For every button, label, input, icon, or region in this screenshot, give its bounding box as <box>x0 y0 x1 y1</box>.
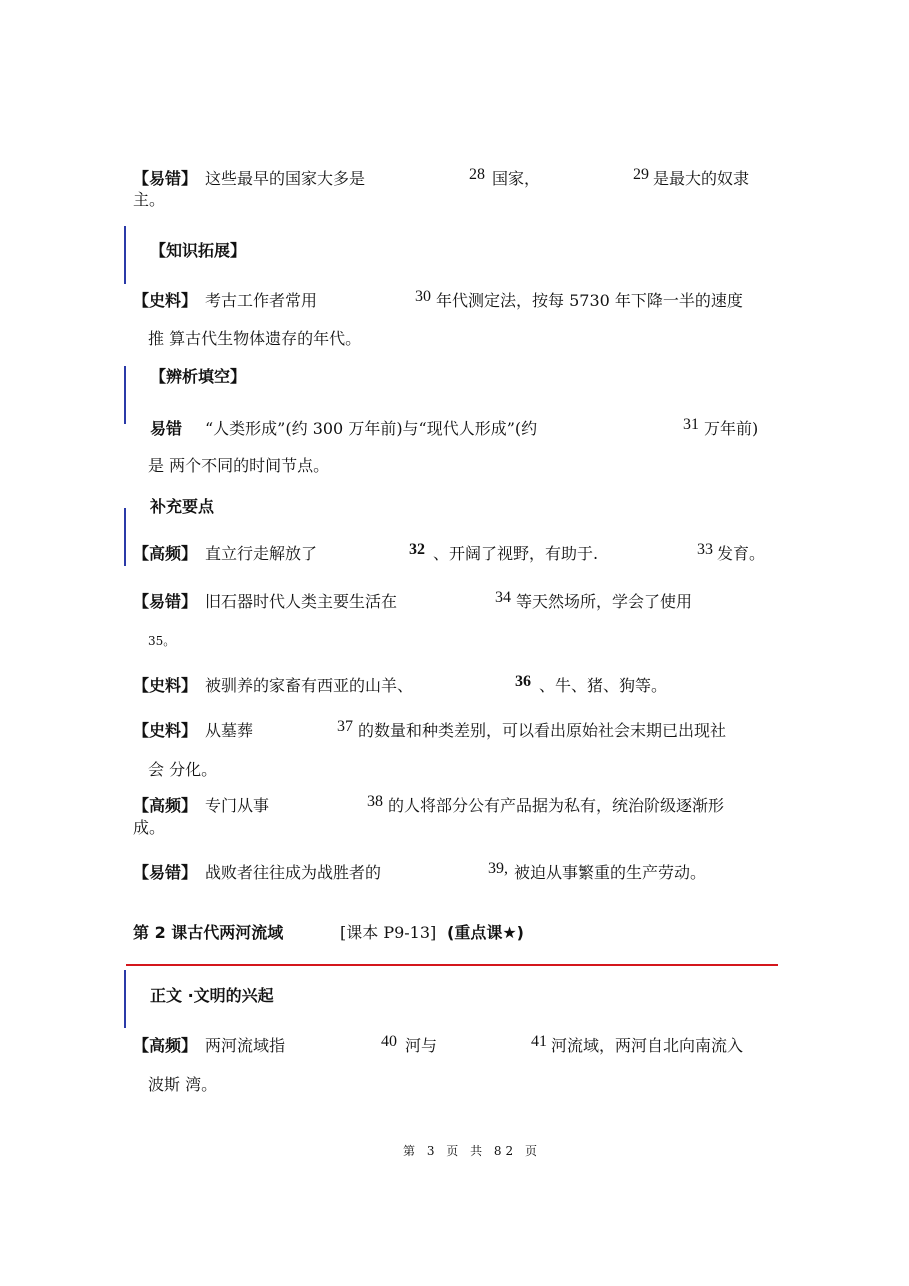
text: 两河流域指 <box>205 1036 286 1055</box>
blank-number: 28 <box>469 166 485 183</box>
text: 专门从事 <box>205 796 270 815</box>
text: 发育。 <box>717 544 766 563</box>
tag-frequent: 【高频】 <box>133 796 198 815</box>
text: 河流域，两河自北向南流入 <box>551 1036 744 1055</box>
text: 的数量和种类差别，可以看出原始社会末期已出现社 <box>358 721 727 740</box>
blank-number: 32 <box>409 541 425 558</box>
text: 的人将部分公有产品据为私有，统治阶级逐渐形 <box>388 796 725 815</box>
text: 被迫从事繁重的生产劳动。 <box>514 863 707 882</box>
tag-error: 易错 <box>150 419 183 438</box>
tag-source: 【史料】 <box>133 676 198 695</box>
text: 、开阔了视野，有助于. <box>433 544 599 563</box>
text: 会 分化。 <box>148 760 218 779</box>
text: 、牛、猪、狗等。 <box>539 676 668 695</box>
tag-error: 【易错】 <box>133 169 198 188</box>
text: 被驯养的家畜有西亚的山羊、 <box>205 676 414 695</box>
text: 国家， <box>492 169 541 188</box>
lesson-badge: (重点课★) <box>447 923 524 942</box>
text: 旧石器时代人类主要生活在 <box>205 592 398 611</box>
text: 波斯 湾。 <box>148 1075 218 1094</box>
blank-number: 36 <box>515 673 531 690</box>
text: 是最大的奴隶 <box>653 169 750 188</box>
tag-source: 【史料】 <box>133 721 198 740</box>
text: 等天然场所，学会了使用 <box>516 592 693 611</box>
tag-frequent: 【高频】 <box>133 544 198 563</box>
text: 是 两个不同的时间节点。 <box>148 456 330 475</box>
tag-frequent: 【高频】 <box>133 1036 198 1055</box>
red-divider <box>126 964 778 966</box>
text: 从墓葬 <box>205 721 254 740</box>
blank-number: 29 <box>633 166 649 183</box>
text: 河与 <box>405 1036 438 1055</box>
tag-source: 【史料】 <box>133 291 198 310</box>
text: 战败者往往成为战胜者的 <box>205 863 382 882</box>
section-bar <box>124 508 126 566</box>
blank-number: 34 <box>495 589 511 606</box>
blank-number: 39, <box>488 860 508 877</box>
section-heading: 正文 ·文明的兴起 <box>150 986 274 1005</box>
section-heading: 【辨析填空】 <box>150 367 247 386</box>
text: 这些最早的国家大多是 <box>205 169 366 188</box>
text: 主。 <box>133 190 166 209</box>
blank-number: 41 <box>531 1033 547 1050</box>
text: 考古工作者常用 <box>205 291 318 310</box>
section-bar <box>124 970 126 1028</box>
blank-number: 33 <box>697 541 713 558</box>
section-bar <box>124 366 126 424</box>
text: 直立行走解放了 <box>205 544 318 563</box>
page-footer: 第 3 页 共 82 页 <box>403 1144 541 1158</box>
section-heading: 补充要点 <box>150 497 215 516</box>
text: 推 算古代生物体遗存的年代。 <box>148 329 362 348</box>
blank-number: 40 <box>381 1033 397 1050</box>
text: 万年前) <box>704 419 759 438</box>
text: 年代测定法，按每 5730 年下降一半的速度 <box>436 291 743 310</box>
tag-error: 【易错】 <box>133 863 198 882</box>
section-bar <box>124 226 126 284</box>
blank-number: 38 <box>367 793 383 810</box>
lesson-title: 第 2 课古代两河流域 <box>133 923 284 942</box>
blank-number: 30 <box>415 288 431 305</box>
lesson-reference: [课本 P9-13] <box>340 923 437 942</box>
section-heading: 【知识拓展】 <box>150 241 247 260</box>
blank-number: 35。 <box>148 634 176 648</box>
blank-number: 31 <box>683 416 699 433</box>
text: “人类形成”(约 300 万年前)与“现代人形成”(约 <box>205 419 538 438</box>
tag-error: 【易错】 <box>133 592 198 611</box>
text: 成。 <box>133 818 166 837</box>
blank-number: 37 <box>337 718 353 735</box>
